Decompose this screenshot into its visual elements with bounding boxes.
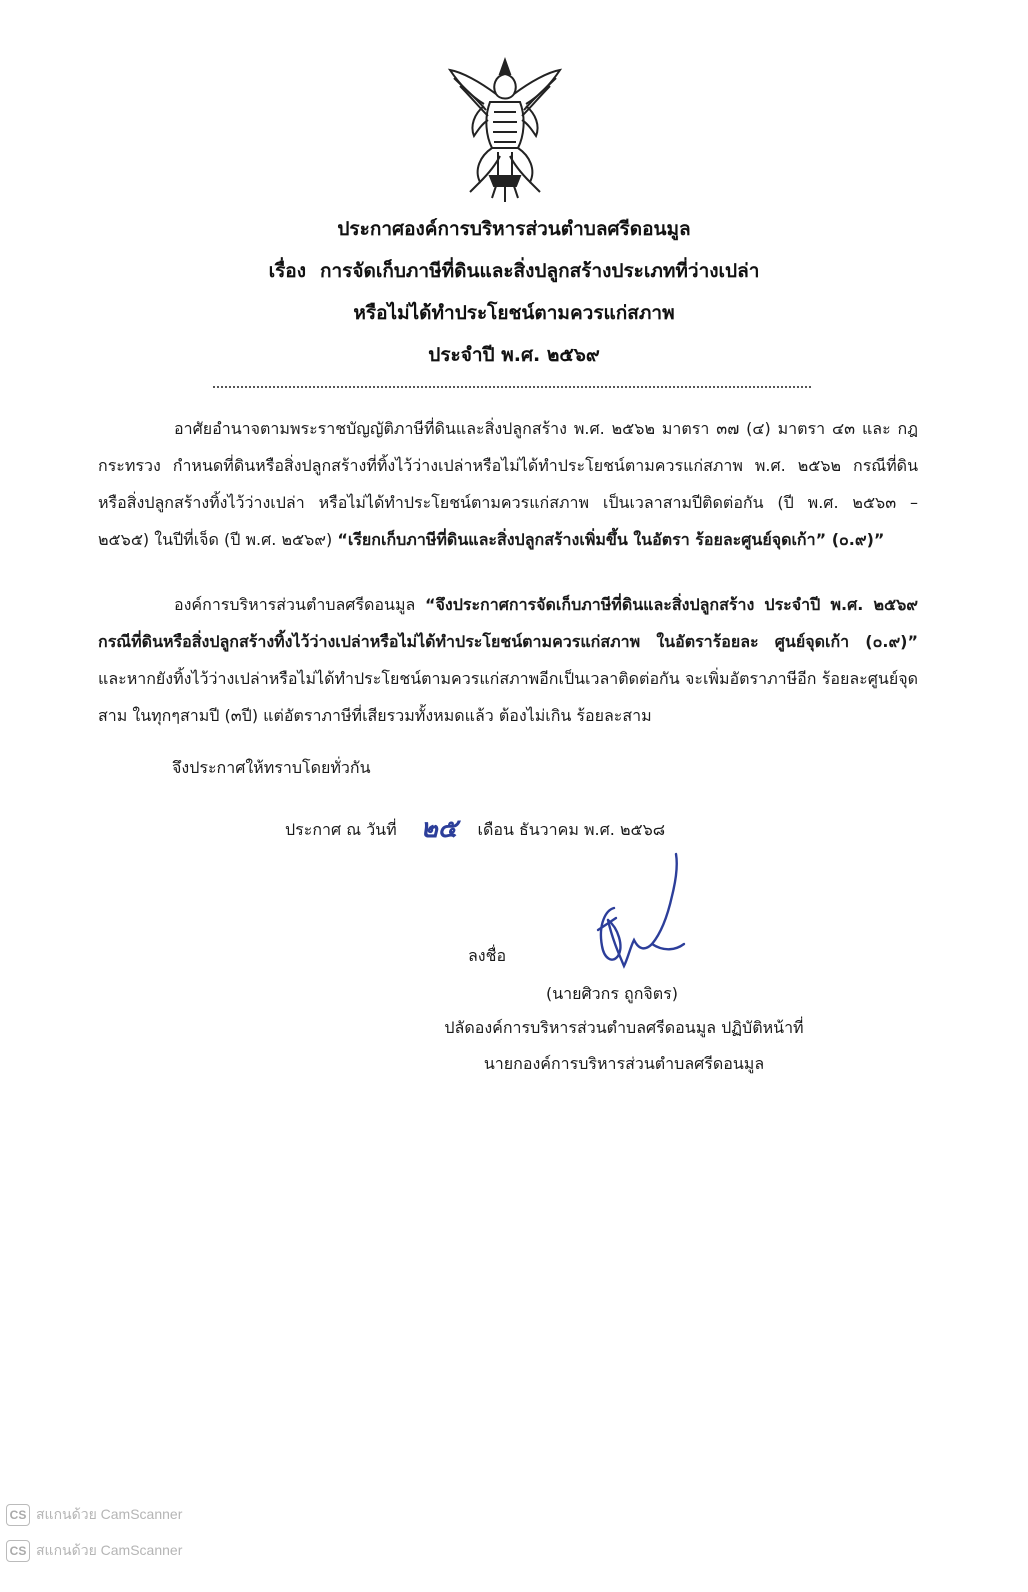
- watermark-text: สแกนด้วย CamScanner: [36, 1506, 183, 1522]
- sign-label: ลงชื่อ: [468, 946, 507, 965]
- date-prefix: ประกาศ ณ วันที่: [285, 820, 397, 839]
- subject-label: เรื่อง: [268, 260, 306, 282]
- handwritten-day: ๒๕: [420, 814, 458, 844]
- handwritten-signature: [568, 848, 688, 978]
- garuda-emblem: [440, 52, 570, 212]
- paragraph-2-bold: “จึงประกาศการจัดเก็บภาษีที่ดินและสิ่งปลูกสร้าง ประจำปี พ.ศ. ๒๕๖๙ กรณีที่ดินหรือสิ่งปลูกสร้างทิ้งไว้ว่างเปล่าหรือไม่ได้ทำประโยชน์ตามควรแก่สภาพ ในอัตราร้อยละ ศูนย์จุดเก้า (๐.๙)”: [98, 595, 918, 651]
- paragraph-1-bold: “เรียกเก็บภาษีที่ดินและสิ่งปลูกสร้างเพิ่มขึ้น ในอัตรา ร้อยละศูนย์จุดเก้า” (๐.๙)”: [337, 530, 885, 549]
- year-line: ประจำปี พ.ศ. ๒๕๖๙: [428, 344, 600, 366]
- camscanner-logo-icon: CS: [6, 1540, 30, 1562]
- date-suffix: เดือน ธันวาคม พ.ศ. ๒๕๖๘: [477, 820, 666, 839]
- signer-position-1: ปลัดองค์การบริหารส่วนตำบลศรีดอนมูล ปฏิบัติหน้าที่: [444, 1018, 804, 1037]
- subject-line-2: หรือไม่ได้ทำประโยชน์ตามควรแก่สภาพ: [353, 302, 675, 324]
- subject-text: การจัดเก็บภาษีที่ดินและสิ่งปลูกสร้างประเภทที่ว่างเปล่า: [319, 260, 760, 282]
- camscanner-logo-icon: CS: [6, 1504, 30, 1526]
- paragraph-2-lead: องค์การบริหารส่วนตำบลศรีดอนมูล: [174, 595, 416, 614]
- subject-line: [0, 256, 1028, 286]
- camscanner-watermark-2: [6, 1540, 182, 1562]
- announcement-date: [285, 808, 665, 849]
- signer-position-2: นายกองค์การบริหารส่วนตำบลศรีดอนมูล: [483, 1054, 765, 1073]
- announcement-title: ประกาศองค์การบริหารส่วนตำบลศรีดอนมูล: [337, 218, 691, 240]
- camscanner-watermark: [6, 1504, 182, 1526]
- paragraph-1: [98, 410, 918, 558]
- watermark-text: สแกนด้วย CamScanner: [36, 1542, 183, 1558]
- paragraph-2-tail: และหากยังทิ้งไว้ว่างเปล่าหรือไม่ได้ทำประโยชน์ตามควรแก่สภาพอีกเป็นเวลาติดต่อกัน จะเพิ่มอัตราภาษีอีก ร้อยละศูนย์จุดสาม ในทุกๆสามปี (๓ปี) แต่อัตราภาษีที่เสียรวมทั้งหมดแล้ว ต้องไม่เกิน ร้อยละสาม: [98, 669, 918, 725]
- paragraph-1-text: อาศัยอำนาจตามพระราชบัญญัติภาษีที่ดินและสิ่งปลูกสร้าง พ.ศ. ๒๕๖๒ มาตรา ๓๗ (๔) มาตรา ๔๓ และ กฎกระทรวง กำหนดที่ดินหรือสิ่งปลูกสร้างที่ทิ้งไว้ว่างเปล่าหรือไม่ได้ทำประโยชน์ตามควรแก่สภาพ พ.ศ. ๒๕๖๒ กรณีที่ดินหรือสิ่งปลูกสร้างทิ้งไว้ว่างเปล่า หรือไม่ได้ทำประโยชน์ตามควรแก่สภาพ เป็นเวลาสามปีติดต่อกัน (ปี พ.ศ. ๒๕๖๓ – ๒๕๖๕) ในปีที่เจ็ด (ปี พ.ศ. ๒๕๖๙): [98, 419, 918, 549]
- dotted-divider: [213, 386, 811, 388]
- paragraph-2: [98, 586, 918, 734]
- signer-name: (นายศิวกร ถูกจิตร): [545, 984, 679, 1003]
- closing-statement: จึงประกาศให้ทราบโดยทั่วกัน: [172, 758, 371, 777]
